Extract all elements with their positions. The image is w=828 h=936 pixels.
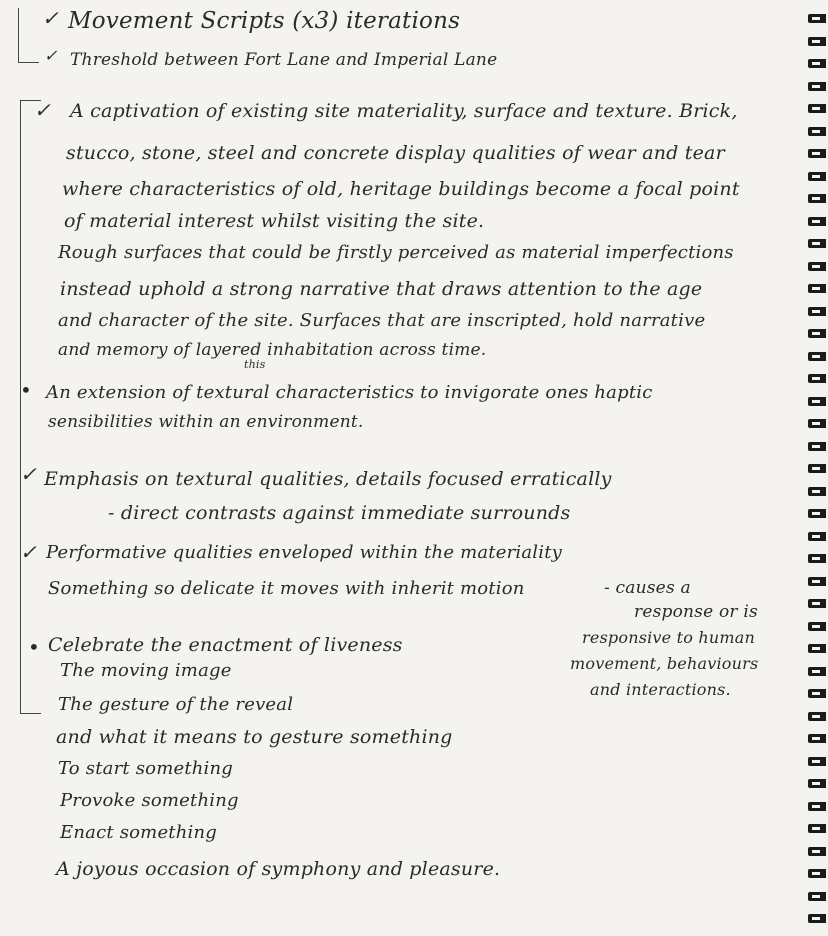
spiral-ring xyxy=(808,847,826,856)
bullet-icon: • xyxy=(20,378,32,402)
spiral-ring xyxy=(808,577,826,586)
spiral-ring xyxy=(808,644,826,653)
inserted-word: this xyxy=(244,358,266,371)
side-note-line: - causes a xyxy=(604,578,691,598)
side-note-line: movement, behaviours xyxy=(570,654,759,673)
spiral-ring xyxy=(808,239,826,248)
note-line: where characteristics of old, heritage buildings become a focal point xyxy=(62,178,740,200)
spiral-ring xyxy=(808,419,826,428)
spiral-ring xyxy=(808,262,826,271)
spiral-ring xyxy=(808,667,826,676)
spiral-ring xyxy=(808,374,826,383)
spiral-ring xyxy=(808,734,826,743)
note-line: Threshold between Fort Lane and Imperial Lane xyxy=(70,50,498,70)
check-mark-icon: ✓ xyxy=(20,540,37,564)
spiral-ring xyxy=(808,307,826,316)
spiral-binding xyxy=(806,0,828,936)
note-line: and what it means to gesture something xyxy=(56,726,453,748)
note-line: To start something xyxy=(58,758,234,779)
check-mark-icon: ✓ xyxy=(34,98,51,122)
note-line: Provoke something xyxy=(60,790,239,811)
note-line: and memory of layered inhabitation across time. xyxy=(58,340,487,360)
spiral-ring xyxy=(808,37,826,46)
spiral-ring xyxy=(808,464,826,473)
note-line: Emphasis on textural qualities, details focused erratically xyxy=(44,468,612,490)
note-line: Something so delicate it moves with inherit motion xyxy=(48,578,525,599)
check-mark-icon: ✓ xyxy=(42,6,59,30)
side-note-line: response or is xyxy=(634,602,758,622)
note-line: A captivation of existing site materiality, surface and texture. Brick, xyxy=(70,100,738,122)
spiral-ring xyxy=(808,194,826,203)
spiral-ring xyxy=(808,509,826,518)
spiral-ring xyxy=(808,487,826,496)
spiral-ring xyxy=(808,397,826,406)
note-line: The moving image xyxy=(60,660,232,681)
spiral-ring xyxy=(808,14,826,23)
note-line: The gesture of the reveal xyxy=(58,694,294,715)
bracket-main-group xyxy=(20,100,41,714)
spiral-ring xyxy=(808,892,826,901)
spiral-ring xyxy=(808,802,826,811)
spiral-ring xyxy=(808,689,826,698)
note-line: of material interest whilst visiting the site. xyxy=(64,210,485,232)
note-line: Celebrate the enactment of liveness xyxy=(48,634,403,656)
spiral-ring xyxy=(808,329,826,338)
spiral-ring xyxy=(808,914,826,923)
check-mark-icon: ✓ xyxy=(44,46,58,65)
side-note-line: and interactions. xyxy=(590,680,731,699)
spiral-ring xyxy=(808,869,826,878)
spiral-ring xyxy=(808,104,826,113)
spiral-ring xyxy=(808,442,826,451)
spiral-ring xyxy=(808,127,826,136)
spiral-ring xyxy=(808,284,826,293)
spiral-ring xyxy=(808,554,826,563)
spiral-ring xyxy=(808,622,826,631)
note-line: A joyous occasion of symphony and pleasure. xyxy=(56,858,501,880)
note-line: Performative qualities enveloped within the materiality xyxy=(46,542,562,563)
note-line: Movement Scripts (x3) iterations xyxy=(68,8,461,34)
spiral-ring xyxy=(808,149,826,158)
note-line: Enact something xyxy=(60,822,217,843)
bracket-top-group xyxy=(18,8,39,63)
note-line: - direct contrasts against immediate surrounds xyxy=(108,502,571,524)
spiral-ring xyxy=(808,779,826,788)
note-line: sensibilities within an environment. xyxy=(48,412,364,432)
side-note-line: responsive to human xyxy=(582,628,756,647)
note-line: Rough surfaces that could be firstly perceived as material imperfections xyxy=(58,242,734,263)
note-line: stucco, stone, steel and concrete display qualities of wear and tear xyxy=(66,142,725,164)
bullet-icon: • xyxy=(28,635,40,659)
spiral-ring xyxy=(808,599,826,608)
check-mark-icon: ✓ xyxy=(20,462,37,486)
note-line: An extension of textural characteristics to invigorate ones haptic xyxy=(46,382,653,403)
spiral-ring xyxy=(808,712,826,721)
spiral-ring xyxy=(808,757,826,766)
spiral-ring xyxy=(808,59,826,68)
note-line: and character of the site. Surfaces that are inscripted, hold narrative xyxy=(58,310,706,331)
spiral-ring xyxy=(808,217,826,226)
spiral-ring xyxy=(808,824,826,833)
note-line: instead uphold a strong narrative that draws attention to the age xyxy=(60,278,703,300)
spiral-ring xyxy=(808,352,826,361)
spiral-ring xyxy=(808,172,826,181)
spiral-ring xyxy=(808,82,826,91)
spiral-ring xyxy=(808,532,826,541)
